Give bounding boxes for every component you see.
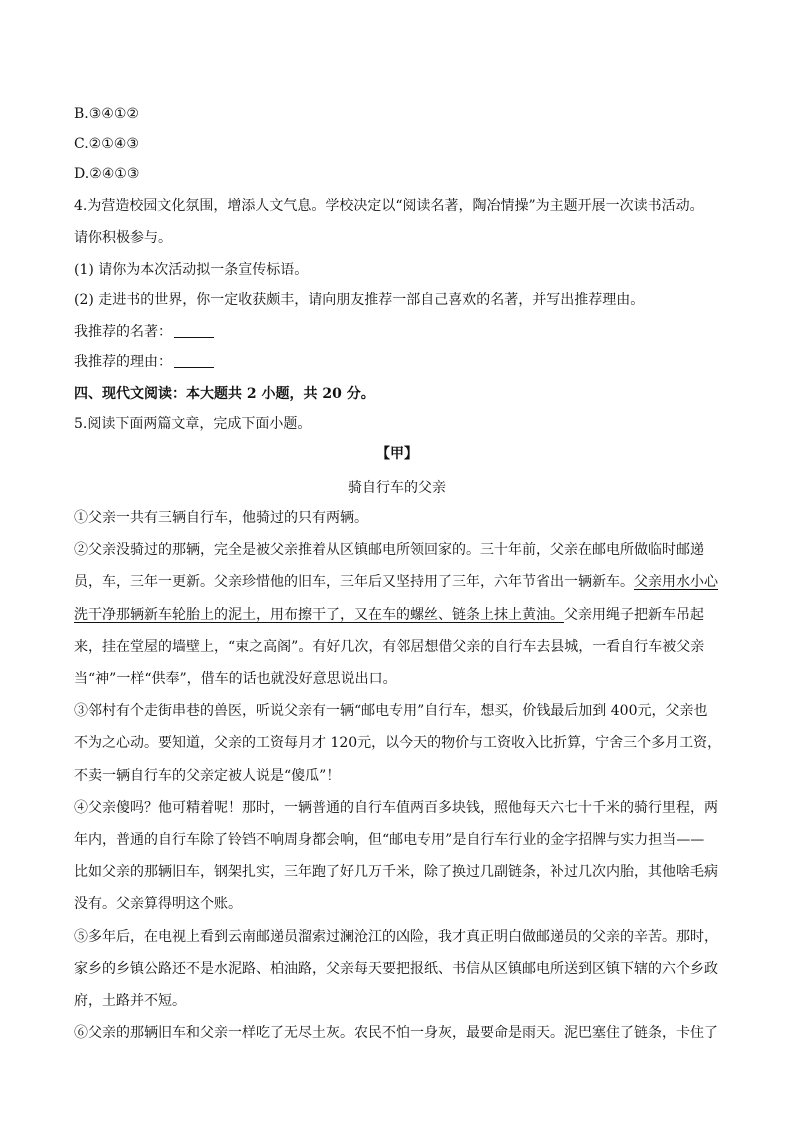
option-b: B.③④①②	[74, 106, 139, 122]
recommended-book-line	[74, 322, 214, 342]
underlined-sentence: 洗干净那辆新车轮胎上的泥土，用布擦干了，又在车的螺丝、链条上抹上黄油。	[74, 607, 564, 623]
article-text: 年内，普通的自行车除了铃铛不响周身都会响，但“邮电专用”是自行车行业的金字招牌与实力担当——	[74, 832, 705, 848]
article-line	[74, 894, 242, 914]
option-c: C.②①④③	[74, 136, 139, 152]
article-line	[74, 1023, 718, 1043]
article-text: ②父亲没骑过的那辆，完全是被父亲推着从区镇邮电所领回家的。三十年前，父亲在邮电所做临时邮递	[74, 542, 704, 558]
article-text: 比如父亲的那辆旧车，钢架扎实，三年跑了好几万千米，除了换过几副链条，补过几次内胎，其他啥毛病	[74, 864, 718, 880]
article-title: 骑自行车的父亲	[348, 480, 446, 496]
article-tag: 【甲】	[376, 446, 418, 462]
article-text: ③邻村有个走街串巷的兽医，听说父亲有一辆“邮电专用”自行车，想买，价钱最后加到 400元，父亲也	[74, 703, 708, 719]
article-line	[74, 605, 704, 625]
article-text: ⑥父亲的那辆旧车和父亲一样吃了无尽土灰。农民不怕一身灰，最要命是雨天。泥巴塞住了链条，卡住了	[74, 1025, 718, 1041]
article-line	[74, 701, 707, 721]
section-4-heading: 四、现代文阅读：本大题共 2 小题，共 20 分。	[74, 386, 375, 402]
article-line	[74, 991, 186, 1011]
article-text: 府，土路并不短。	[74, 993, 186, 1009]
article-text: 不卖一辆自行车的父亲定被人说是“傻瓜”！	[74, 768, 341, 784]
question-4-stem-line-2: 请你积极参与。	[74, 230, 172, 246]
article-text: 员，车，三年一更新。父亲珍惜他的旧车，三年后又坚持用了三年，六年节省出一辆新车。	[74, 574, 634, 590]
article-text: 不为之心动。要知道，父亲的工资每月才 120元，以今天的物价与工资收入比折算，宁舍三个多月工资，	[74, 735, 722, 751]
recommended-reason-blank[interactable]	[174, 353, 214, 368]
article-text: 家乡的乡镇公路还不是水泥路、柏油路，父亲每天要把报纸、书信从区镇邮电所送到区镇下辖的六个乡政	[74, 961, 718, 977]
article-text: ④父亲傻吗？他可精着呢！那时，一辆普通的自行车值两百多块钱，照他每天六七十千米的骑行里程，两	[74, 800, 718, 816]
article-line	[74, 540, 704, 560]
recommended-reason-line	[74, 352, 214, 372]
option-d: D.②④①③	[74, 166, 140, 182]
article-text: 来，挂在堂屋的墙壁上，“束之高阁”。有好几次，有邻居想借父亲的自行车去县城，一看自行车被父亲	[74, 639, 705, 655]
recommended-book-label: 我推荐的名著：	[74, 324, 172, 340]
article-line	[74, 508, 368, 528]
question-5-stem: 5.阅读下面两篇文章，完成下面小题。	[74, 416, 312, 432]
question-4-stem-line-1: 4.为营造校园文化氛围，增添人文气息。学校决定以“阅读名著，陶冶情操”为主题开展一次读书活动。	[74, 198, 704, 214]
article-line	[74, 798, 718, 818]
recommended-reason-label: 我推荐的理由：	[74, 354, 172, 370]
article-line	[74, 572, 718, 592]
underlined-sentence: 父亲用水小心	[634, 574, 718, 590]
article-text: 没有。父亲算得明这个账。	[74, 896, 242, 912]
question-4-sub-2: (2) 走进书的世界，你一定收获颇丰，请向朋友推荐一部自己喜欢的名著，并写出推荐理由。	[74, 292, 645, 308]
article-line	[74, 637, 704, 657]
article-text: ①父亲一共有三辆自行车，他骑过的只有两辆。	[74, 510, 368, 526]
article-text: ⑤多年后，在电视上看到云南邮递员溜索过澜沧江的凶险，我才真正明白做邮递员的父亲的辛苦。那时，	[74, 929, 718, 945]
article-text: 父亲用绳子把新车吊起	[564, 607, 704, 623]
article-line	[74, 959, 718, 979]
article-line	[74, 669, 397, 689]
article-line	[74, 766, 340, 786]
article-line	[74, 862, 718, 882]
question-4-sub-1: (1) 请你为本次活动拟一条宣传标语。	[74, 262, 309, 278]
article-text: 当“神”一样“供奉”，借车的话也就没好意思说出口。	[74, 671, 397, 687]
recommended-book-blank[interactable]	[174, 323, 214, 338]
article-line	[74, 830, 704, 850]
article-line	[74, 927, 718, 947]
article-line	[74, 733, 721, 753]
